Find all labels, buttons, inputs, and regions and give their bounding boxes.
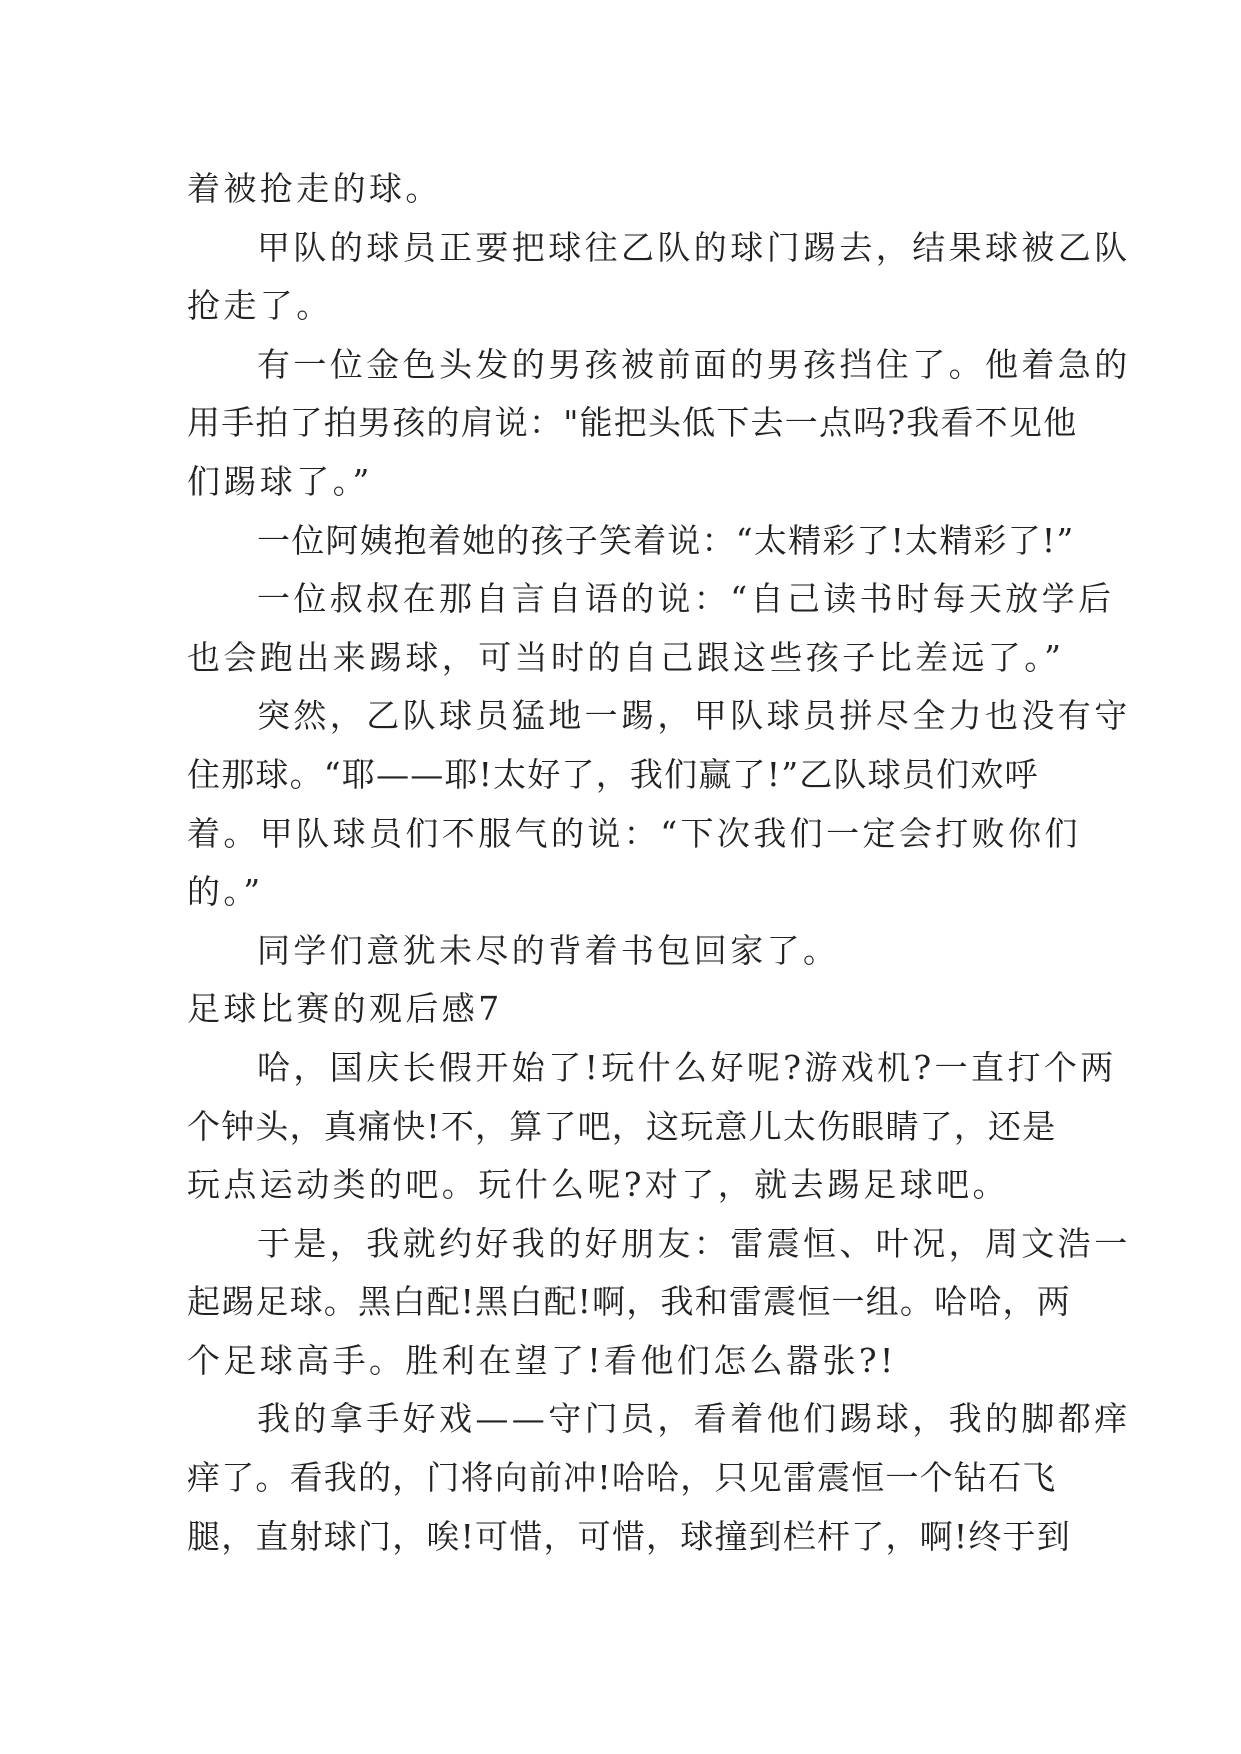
text-line-23: 痒了。看我的，门将向前冲!哈哈，只见雷震恒一个钻石飞: [187, 1458, 1057, 1498]
text-line-5: 用手拍了拍男孩的肩说："能把头低下去一点吗?我看不见他: [187, 403, 1078, 443]
text-line-12: 着。甲队球员们不服气的说：“下次我们一定会打败你们: [187, 813, 1081, 853]
paragraph-line-7: 一位阿姨抱着她的孩子笑着说：“太精彩了!太精彩了!”: [257, 520, 1075, 560]
section-heading: 足球比赛的观后感7: [187, 989, 503, 1029]
document-body: [187, 160, 1131, 1566]
text-line-17: 个钟头，真痛快!不，算了吧，这玩意儿太伤眼睛了，还是: [187, 1106, 1057, 1146]
text-line-1: 着被抢走的球。: [187, 169, 442, 208]
paragraph-line-19: 于是，我就约好我的好朋友：雷震恒、叶况，周文浩一: [257, 1223, 1131, 1263]
paragraph-line-16: 哈，国庆长假开始了!玩什么好呢?游戏机?一直打个两: [257, 1047, 1117, 1087]
paragraph-line-10: 突然，乙队球员猛地一踢，甲队球员拼尽全力也没有守: [257, 696, 1131, 736]
paragraph-line-8: 一位叔叔在那自言自语的说：“自己读书时每天放学后: [257, 579, 1115, 619]
paragraph-line-22: 我的拿手好戏——守门员，看着他们踢球，我的脚都痒: [257, 1399, 1131, 1439]
text-line-18: 玩点运动类的吧。玩什么呢?对了，就去踢足球吧。: [187, 1165, 1009, 1205]
text-line-3: 抢走了。: [187, 286, 333, 326]
paragraph-line-14: 同学们意犹未尽的背着书包回家了。: [257, 930, 840, 970]
text-line-11: 住那球。“耶——耶!太好了，我们赢了!”乙队球员们欢呼: [187, 754, 1039, 794]
text-line-24: 腿，直射球门，唉!可惜，可惜，球撞到栏杆了，啊!终于到: [187, 1516, 1071, 1556]
paragraph-line-2: 甲队的球员正要把球往乙队的球门踢去，结果球被乙队: [257, 227, 1131, 267]
text-line-13: 的。”: [187, 872, 264, 912]
text-line-20: 起踢足球。黑白配!黑白配!啊，我和雷震恒一组。哈哈，两: [187, 1282, 1071, 1322]
text-line-6: 们踢球了。”: [187, 461, 373, 501]
text-line-9: 也会跑出来踢球，可当时的自己跟这些孩子比差远了。”: [187, 637, 1065, 677]
text-line-21: 个足球高手。胜利在望了!看他们怎么嚣张?!: [187, 1340, 897, 1380]
paragraph-line-4: 有一位金色头发的男孩被前面的男孩挡住了。他着急的: [257, 344, 1131, 384]
